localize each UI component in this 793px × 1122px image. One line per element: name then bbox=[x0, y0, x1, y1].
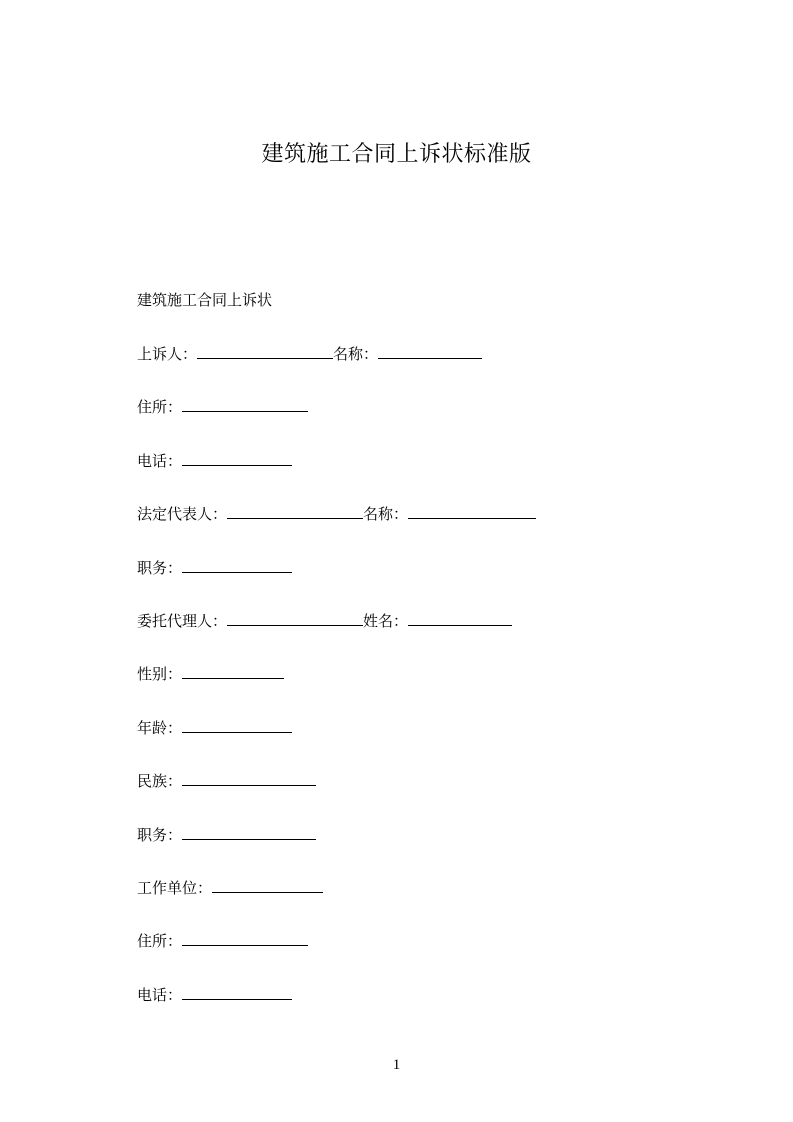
blank-line[interactable] bbox=[197, 344, 333, 359]
field-label: 年龄： bbox=[137, 718, 183, 737]
blank-line[interactable] bbox=[227, 611, 363, 626]
field-row-phone-2 bbox=[137, 983, 697, 1036]
field-row-age bbox=[137, 716, 697, 769]
page-number: 1 bbox=[392, 1057, 401, 1073]
field-label: 姓名： bbox=[363, 611, 409, 630]
field-label: 名称： bbox=[363, 505, 409, 524]
field-label: 上诉人： bbox=[137, 345, 198, 363]
field-row-phone bbox=[137, 449, 697, 502]
field-row-legal-representative bbox=[137, 502, 697, 555]
field-row-address bbox=[137, 395, 697, 448]
field-label: 住所： bbox=[137, 932, 183, 951]
field-row-ethnicity bbox=[137, 769, 697, 822]
field-label: 性别： bbox=[137, 665, 183, 684]
field-label: 民族： bbox=[137, 772, 183, 791]
blank-line[interactable] bbox=[182, 558, 292, 573]
field-row-gender bbox=[137, 662, 697, 715]
document-title: 建筑施工合同上诉状标准版 bbox=[261, 142, 532, 167]
field-label: 工作单位： bbox=[137, 878, 213, 897]
field-row-position-2 bbox=[137, 823, 697, 876]
form-fields bbox=[137, 342, 697, 1036]
blank-line[interactable] bbox=[408, 504, 536, 519]
blank-line[interactable] bbox=[182, 985, 292, 1000]
blank-line[interactable] bbox=[182, 931, 308, 946]
field-label: 名称： bbox=[333, 345, 379, 363]
field-label: 委托代理人： bbox=[137, 611, 228, 630]
blank-line[interactable] bbox=[227, 504, 363, 519]
field-label: 职务： bbox=[137, 825, 183, 844]
field-label: 职务： bbox=[137, 558, 183, 577]
document-subtitle: 建筑施工合同上诉状 bbox=[137, 291, 273, 309]
field-label: 电话： bbox=[137, 451, 183, 470]
field-label: 住所： bbox=[137, 398, 183, 417]
field-row-position bbox=[137, 556, 697, 609]
blank-line[interactable] bbox=[182, 825, 316, 840]
blank-line[interactable] bbox=[182, 771, 316, 786]
blank-line[interactable] bbox=[182, 397, 308, 412]
field-row-employer bbox=[137, 876, 697, 929]
blank-line[interactable] bbox=[182, 718, 292, 733]
blank-line[interactable] bbox=[212, 878, 323, 893]
blank-line[interactable] bbox=[408, 611, 512, 626]
field-label: 电话： bbox=[137, 985, 183, 1004]
field-label: 法定代表人： bbox=[137, 505, 228, 524]
field-row-address-2 bbox=[137, 929, 697, 982]
blank-line[interactable] bbox=[182, 664, 284, 679]
field-row-agent bbox=[137, 609, 697, 662]
blank-line[interactable] bbox=[378, 344, 482, 359]
field-row-appellant bbox=[137, 342, 697, 395]
blank-line[interactable] bbox=[182, 451, 292, 466]
